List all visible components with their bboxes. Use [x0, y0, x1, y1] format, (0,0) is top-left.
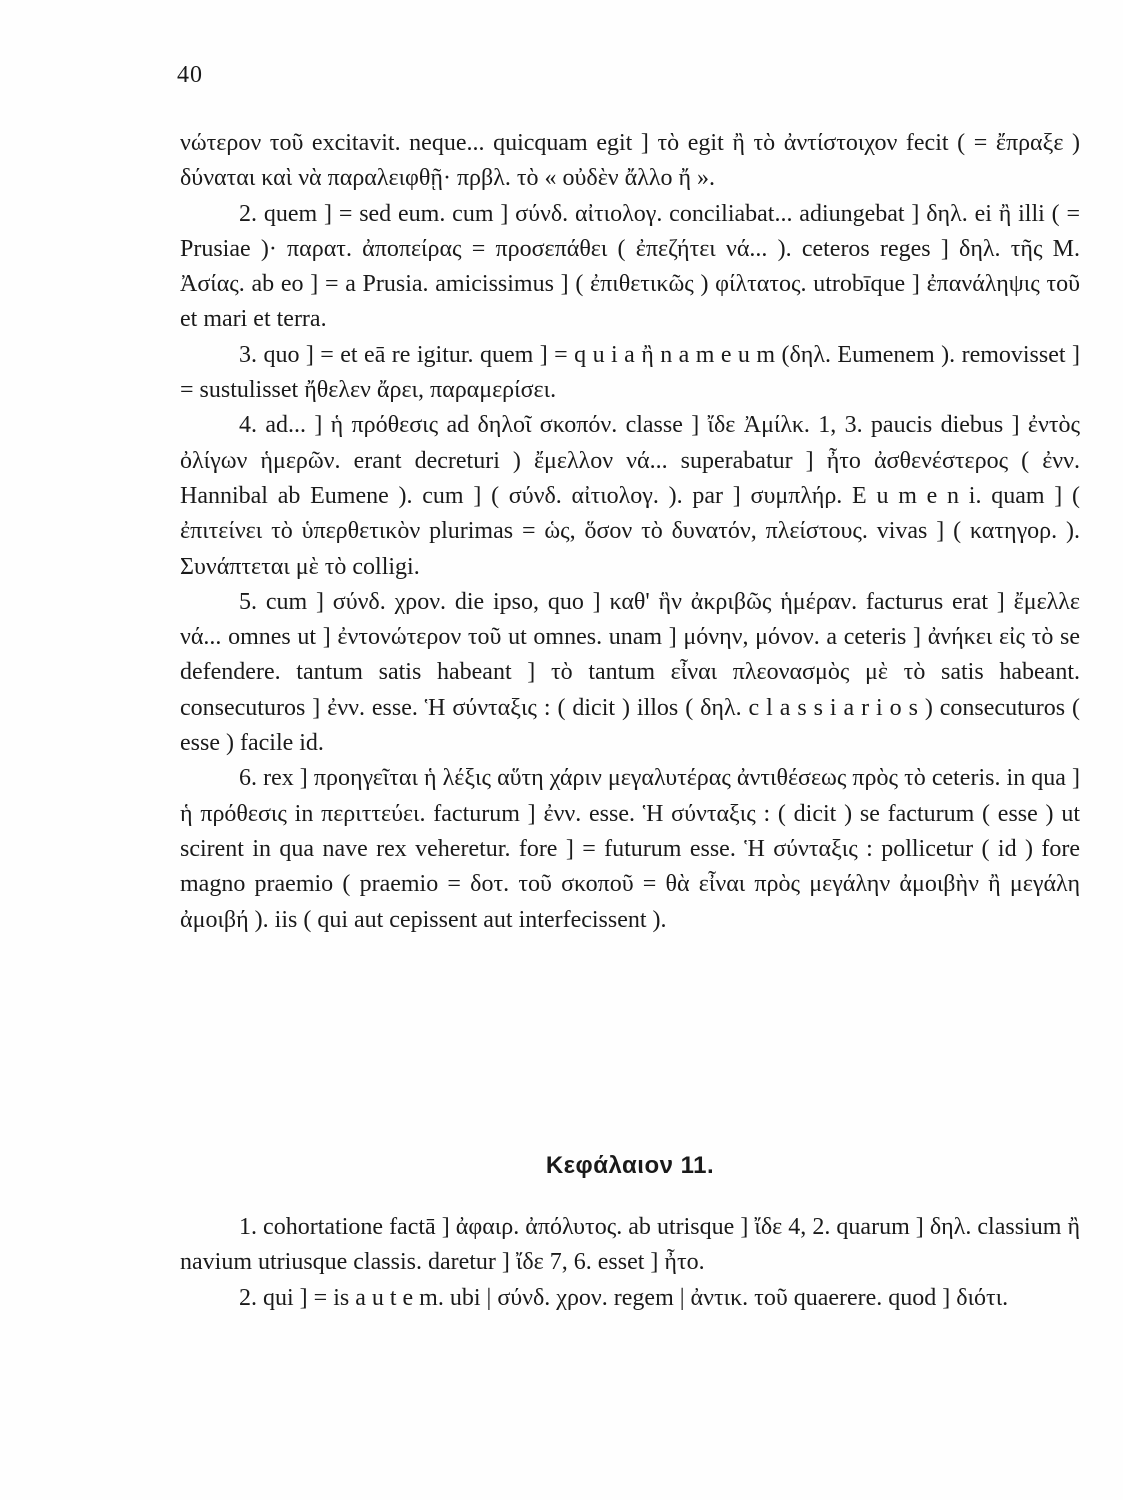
note-paragraph-1: 1. cohortatione factā ] ἀφαιρ. ἀπόλυτος. ab utrisque ] ἴδε 4, 2. quarum ] δηλ. classium ἢ navium utriusque classis. daretur ] ἴδε 7, 6. esset ] ἦτο. [180, 1214, 1080, 1276]
chapter-heading: Κεφάλαιον 11. [545, 1152, 715, 1179]
note-paragraph-2: 2. qui ] = is a u t e m. ubi | σύνδ. χρον. regem | ἀντικ. τοῦ quaerere. quod ] διότι. [239, 1284, 1009, 1311]
commentary-section-chapter-10 [180, 126, 1080, 938]
note-paragraph-5: 5. cum ] σύνδ. χρον. die ipso, quo ] καθ' ἣν ἀκριβῶς ἡμέραν. facturus erat ] ἔμελλε νά... omnes ut ] ἐντονώτερον τοῦ ut omnes. unam ] μόνην, μόνον. a ceteris ] ἀνήκει εἰς τὸ se defendere. tantum satis habeant ] τὸ tantum εἶναι πλεονασμὸς μὲ τὸ satis habeant. consecuturos ] ἐνν. esse. Ἡ σύνταξις : ( dicit ) illos ( δηλ. c l a s s i a r i o s ) consecuturos ( esse ) facile id. [180, 588, 1080, 757]
continuation-paragraph: νώτερον τοῦ excitavit. neque... quicquam egit ] τὸ egit ἢ τὸ ἀντίστοιχον fecit ( = ἔπραξε ) δύναται καὶ νὰ παραλειφθῇ· πρβλ. τὸ « οὐδὲν ἄλλο ἤ ». [180, 130, 1080, 192]
note-paragraph-6: 6. rex ] προηγεῖται ἡ λέξις αὕτη χάριν μεγαλυτέρας ἀντιθέσεως πρὸς τὸ ceteris. in qua ] ἡ πρόθεσις in περιττεύει. facturum ] ἐνν. esse. Ἡ σύνταξις : ( dicit ) se facturum ( esse ) ut scirent in qua nave rex veheretur. fore ] = futurum esse. Ἡ σύνταξις : pollicetur ( id ) fore magno praemio ( praemio = δοτ. τοῦ σκοποῦ = θὰ εἶναι πρὸς μεγάλην ἀμοιβὴν ἢ μεγάλη ἀμοιβή ). iis ( qui aut cepissent aut interfecissent ). [180, 765, 1080, 933]
note-paragraph-3: 3. quo ] = et eā re igitur. quem ] = q u i a ἢ n a m e u m (δηλ. Eumenem ). removisset ] = sustulisset ἤθελεν ἄρει, παραμερίσει. [180, 341, 1080, 404]
page-number: 40 [177, 62, 203, 88]
note-paragraph-4: 4. ad... ] ἡ πρόθεσις ad δηλοῖ σκοπόν. classe ] ἴδε Ἀμίλκ. 1, 3. paucis diebus ] ἐντὸς ὀλίγων ἡμερῶν. erant decreturi ) ἔμελλον νά... superabatur ] ἦτο ἀσθενέστερος ( ἐνν. Hannibal ab Eumene ). cum ] ( σύνδ. αἰτιολογ. ). par ] συμπλήρ. E u m e n i. quam ] ( ἐπιτείνει τὸ ὑπερθετικὸν plurimas = ὡς, ὅσον τὸ δυνατόν, πλείστους. vivas ] ( κατηγορ. ). Συνάπτεται μὲ τὸ colligi. [180, 412, 1080, 580]
commentary-section-chapter-11 [180, 1210, 1080, 1316]
note-paragraph-2: 2. quem ] = sed eum. cum ] σύνδ. αἰτιολογ. conciliabat... adiungebat ] δηλ. ei ἢ illi ( = Prusiae )· παρατ. ἀποπείρας = προσεπάθει ( ἐπεζήτει νά... ). ceteros reges ] δηλ. τῆς Μ. Ἀσίας. ab eo ] = a Prusia. amicissimus ] ( ἐπιθετικῶς ) φίλτατος. utrobīque ] ἐπανάληψις τοῦ et mari et terra. [180, 200, 1080, 333]
